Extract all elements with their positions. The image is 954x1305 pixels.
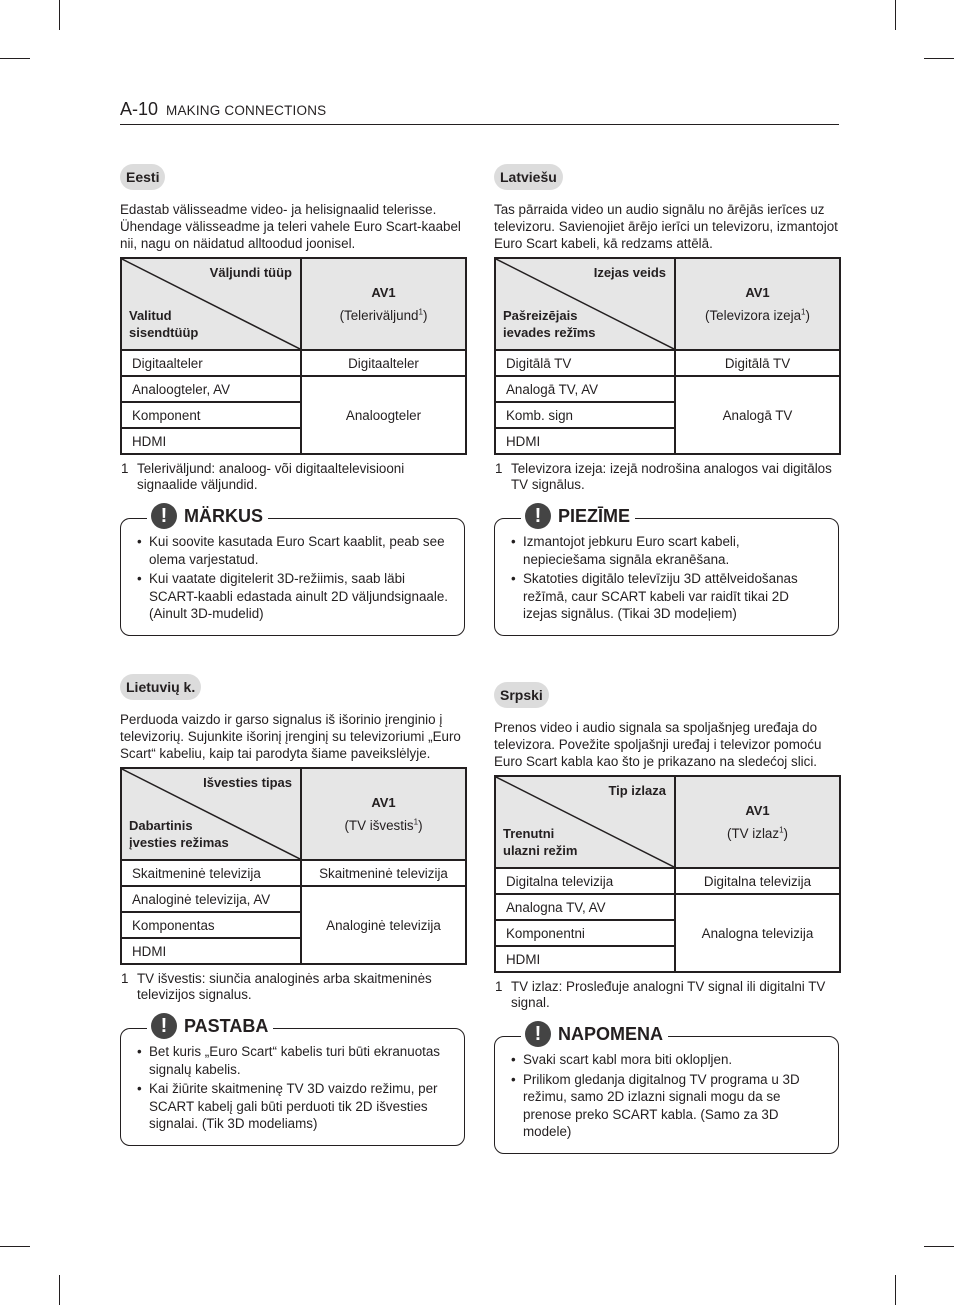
- table-header-av: [675, 258, 840, 350]
- note-title: PIEZĪME: [558, 505, 631, 526]
- footnote-number: 1: [495, 979, 503, 994]
- footnote: 1 Teleriväljund: analoog- või digitaaltelevisiooni signaalide väljundid.: [121, 461, 405, 492]
- table-row-input: HDMI: [495, 946, 675, 972]
- table-header-diagonal: [121, 258, 301, 350]
- note-item: • Kai žiūrite skaitmeninę TV 3D vaizdo režimu, per SCART kabelį gali būti perduoti tik 2D išvesties signalai. (Tik 3D modeliams): [149, 1080, 450, 1133]
- crop-mark: [924, 1246, 954, 1247]
- note-title: MÄRKUS: [184, 505, 263, 526]
- note-box: [494, 505, 839, 636]
- table-header-diagonal: [121, 768, 301, 860]
- intro-paragraph: Edastab välisseadme video- ja helisignaalid telerisse. Ühendage välisseadme ja teleri vahele Euro Scart-kaabel nii, nagu on näidatud alltoodud joonisel.: [120, 202, 461, 251]
- connection-table: [120, 257, 467, 455]
- output-type-label: Izejas veids: [593, 265, 666, 280]
- section-lietuviu: [120, 674, 465, 1146]
- note-title: NAPOMENA: [558, 1023, 664, 1044]
- footnote: 1 Televizora izeja: izejā nodrošina analogos vai digitālos TV signālus.: [495, 461, 832, 492]
- av-label: AV1: [745, 803, 770, 819]
- av-sub-label: (TV išvestis$^1$): [344, 817, 423, 833]
- table-row-input: Digitaalteler: [121, 350, 301, 376]
- crop-mark: [59, 0, 60, 30]
- language-heading: Latviešu: [494, 164, 563, 190]
- section-latviesu: [494, 164, 839, 636]
- table-row-output: Digitālā TV: [675, 350, 840, 376]
- av-label: AV1: [745, 285, 770, 301]
- output-type-label: Išvesties tipas: [203, 775, 292, 790]
- av-label: AV1: [371, 795, 396, 811]
- table-row-output: Digitaalteler: [301, 350, 466, 376]
- crop-mark: [59, 1275, 60, 1305]
- page-number: A-10: [120, 99, 159, 119]
- input-type-label: Valitud sisendtüüp: [129, 308, 199, 340]
- footnote-number: 1: [121, 971, 129, 986]
- table-row-input: HDMI: [495, 428, 675, 454]
- table-row-input: Skaitmeninė televizija: [121, 860, 301, 886]
- exclamation-icon: !: [525, 503, 551, 529]
- table-row-input: Analogna TV, AV: [495, 894, 675, 920]
- table-row-input: Analoogteler, AV: [121, 376, 301, 402]
- connection-table: [120, 767, 467, 965]
- footnote-number: 1: [495, 461, 503, 476]
- input-type-label: Pašreizējais ievades režīms: [503, 308, 596, 340]
- crop-mark: [895, 0, 896, 30]
- note-title: PASTABA: [184, 1015, 269, 1036]
- table-row-output: Skaitmeninė televizija: [301, 860, 466, 886]
- table-header-diagonal: [495, 258, 675, 350]
- exclamation-icon: !: [525, 1021, 551, 1047]
- language-heading: Srpski: [494, 682, 549, 708]
- table-row-output: Analogā TV: [675, 376, 840, 454]
- output-type-label: Tip izlaza: [608, 783, 666, 798]
- table-row-input: Komponentni: [495, 920, 675, 946]
- connection-table: [494, 775, 841, 973]
- table-row-output: Analogna televizija: [675, 894, 840, 972]
- table-header-av: [301, 768, 466, 860]
- note-item: • Kui soovite kasutada Euro Scart kaablit, peab see olema varjestatud.: [149, 533, 450, 568]
- intro-paragraph: Prenos video i audio signala sa spoljašnjeg uređaja do televizora. Povežite spoljašnji uređaj i televizor pomoću Euro Scart kabla kao što je prikazano na sledećoj slici.: [494, 720, 822, 769]
- note-item: • Izmantojot jebkuru Euro scart kabeli, nepieciešama signāla ekranēšana.: [523, 533, 824, 568]
- table-row-input: HDMI: [121, 938, 301, 964]
- note-item: • Kui vaatate digitelerit 3D-režiimis, saab läbi SCART-kaabli edastada ainult 2D väljundsignaale. (Ainult 3D-mudelid): [149, 570, 450, 623]
- table-row-input: Analoginė televizija, AV: [121, 886, 301, 912]
- av-label: AV1: [371, 285, 396, 301]
- av-sub-label: (Televizora izeja$^1$): [705, 307, 810, 323]
- note-item: • Prilikom gledanja digitalnog TV programa u 3D režimu, samo 2D izlazni signali mogu da se prenose preko SCART kabla. (Samo za 3D modele): [523, 1071, 824, 1141]
- table-row-input: Komb. sign: [495, 402, 675, 428]
- table-row-input: Digitālā TV: [495, 350, 675, 376]
- av-sub-label: (TV izlaz$^1$): [726, 825, 788, 841]
- footnote: 1 TV izlaz: Prosleđuje analogni TV signal ili digitalni TV signal.: [495, 979, 826, 1010]
- table-row-input: Komponentas: [121, 912, 301, 938]
- crop-mark: [0, 58, 30, 59]
- exclamation-icon: !: [151, 1013, 177, 1039]
- note-box: [120, 1015, 465, 1146]
- note-item: • Bet kuris „Euro Scart“ kabelis turi būti ekranuotas signalų kabelis.: [149, 1043, 450, 1078]
- crop-mark: [895, 1275, 896, 1305]
- table-row-input: HDMI: [121, 428, 301, 454]
- table-row-input: Analogā TV, AV: [495, 376, 675, 402]
- connection-table: [494, 257, 841, 455]
- intro-paragraph: Perduoda vaizdo ir garso signalus iš išorinio įrenginio į televizorių. Sujunkite išorinį įrenginį su televizoriumi „Euro Scart“ kabeliu, kaip tai parodyta šiame paveikslėlyje.: [120, 712, 461, 761]
- table-row-output: Analoginė televizija: [301, 886, 466, 964]
- crop-mark: [924, 58, 954, 59]
- table-row-output: Digitalna televizija: [675, 868, 840, 894]
- note-item: • Svaki scart kabl mora biti okloplјen.: [523, 1051, 824, 1069]
- exclamation-icon: !: [151, 503, 177, 529]
- language-heading: Lietuvių k.: [120, 674, 201, 700]
- note-box: [120, 505, 465, 636]
- section-eesti: [120, 164, 465, 636]
- input-type-label: Trenutni ulazni režim: [503, 826, 578, 858]
- table-row-input: Digitalna televizija: [495, 868, 675, 894]
- table-header-diagonal: [495, 776, 675, 868]
- footnote: 1 TV išvestis: siunčia analoginės arba skaitmeninės televizijos signalus.: [121, 971, 432, 1002]
- crop-mark: [0, 1246, 30, 1247]
- av-sub-label: (Teleriväljund$^1$): [339, 307, 428, 323]
- section-srpski: [494, 682, 839, 1154]
- intro-paragraph: Tas pārraida video un audio signālu no ārējās ierīces uz televizoru. Savienojiet ārējo ierīci un televizoru, izmantojot Euro Scart kabeli, kā redzams attēlā.: [494, 202, 838, 251]
- note-item: • Skatoties digitālo televīziju 3D attēlveidošanas režīmā, caur SCART kabeli var raidīt tikai 2D izejas signālus. (Tikai 3D modeļiem): [523, 570, 824, 623]
- note-box: [494, 1023, 839, 1154]
- table-row-output: Analoogteler: [301, 376, 466, 454]
- output-type-label: Väljundi tüüp: [209, 265, 292, 280]
- table-row-input: Komponent: [121, 402, 301, 428]
- page-header: [120, 97, 839, 125]
- table-header-av: [675, 776, 840, 868]
- input-type-label: Dabartinis įvesties režimas: [129, 818, 229, 850]
- table-header-av: [301, 258, 466, 350]
- language-heading: Eesti: [120, 164, 165, 190]
- footnote-number: 1: [121, 461, 129, 476]
- page-title: MAKING CONNECTIONS: [166, 103, 327, 118]
